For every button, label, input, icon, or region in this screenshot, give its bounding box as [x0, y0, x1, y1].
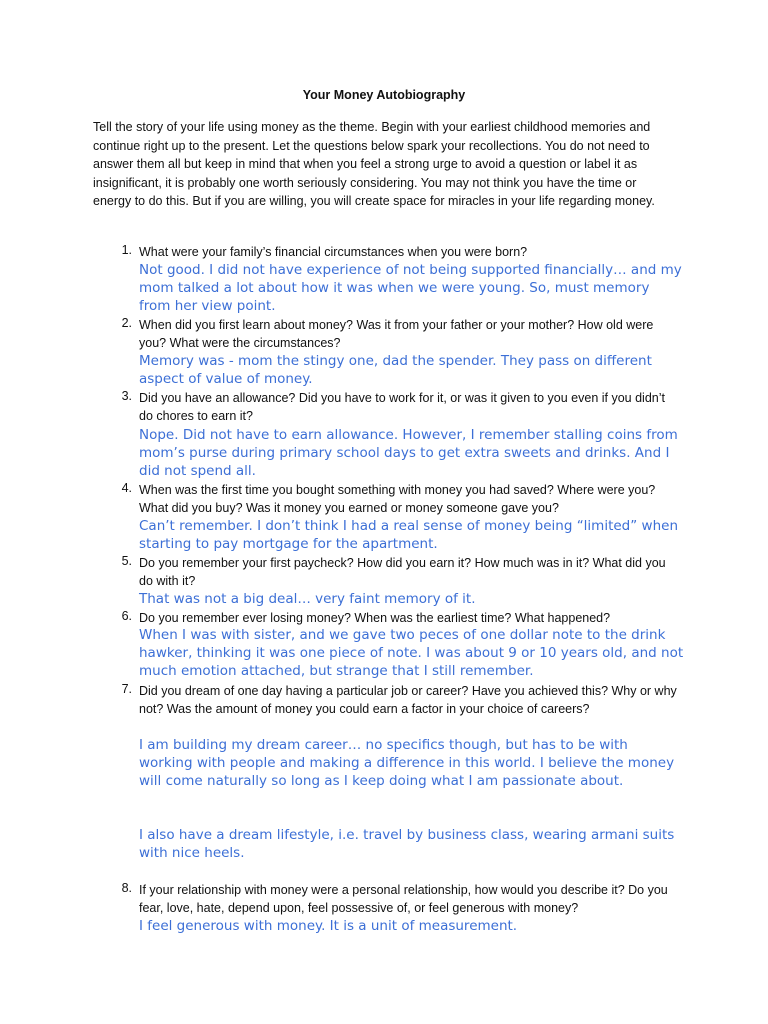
- question-text: Did you have an allowance? Did you have to work for it, or was it given to you even if you didn’t do chores to earn it?: [139, 391, 665, 423]
- item-number: 5.: [121, 554, 132, 568]
- question-text: Do you remember your first paycheck? How did you earn it? How much was in it? What did you do with it?: [139, 556, 666, 588]
- question-text: Do you remember ever losing money? When was the earliest time? What happened?: [139, 611, 611, 625]
- question-text: When was the first time you bought something with money you had saved? Where were you? What did you buy? Was it money you earned or money someone gave you?: [139, 483, 656, 515]
- answer-text: Not good. I did not have experience of not being supported financially… and my mom talked a lot about how it was when we were young. So, must memory from her view point.: [139, 262, 682, 314]
- answer-text: Can’t remember. I don’t think I had a real sense of money being “limited” when starting to pay mortgage for the apartment.: [139, 518, 678, 552]
- item-number: 6.: [121, 609, 132, 623]
- question-text: If your relationship with money were a personal relationship, how would you describe it? Do you fear, love, hate, depend upon, feel possessive of, or feel generous with money?: [139, 883, 668, 915]
- answer-text: I feel generous with money. It is a unit of measurement.: [139, 918, 518, 934]
- item-number: 2.: [121, 316, 132, 330]
- answer-text-extra: I also have a dream lifestyle, i.e. travel by business class, wearing armani suits with nice heels.: [139, 827, 675, 861]
- item-number: 4.: [121, 481, 132, 495]
- question-text: Did you dream of one day having a particular job or career? Have you achieved this? Why or why not? Was the amount of money you could earn a factor in your choice of careers?: [139, 684, 677, 716]
- item-number: 7.: [121, 682, 132, 696]
- answer-text: That was not a big deal… very faint memory of it.: [139, 591, 476, 607]
- item-number: 8.: [121, 881, 132, 895]
- answer-text: Memory was - mom the stingy one, dad the spender. They pass on different aspect of value of money.: [139, 353, 652, 387]
- question-text: When did you first learn about money? Was it from your father or your mother? How old were you? What were the circumstances?: [139, 318, 654, 350]
- answer-text: Nope. Did not have to earn allowance. However, I remember stalling coins from mom’s purse during primary school days to get extra sweets and drinks. And I did not spend all.: [139, 427, 678, 479]
- intro-paragraph: Tell the story of your life using money as the theme. Begin with your earliest childhood memories and continue right up to the present. Let the questions below spark your recollections. You do not need to answer them all but keep in mind that when you feel a strong urge to avoid a question or label it as insignificant, it is probably one worth seriously considering. You may not think you have the time or energy to do this. But if you are willing, you will create space for miracles in your life regarding money.: [93, 120, 655, 209]
- answer-text: When I was with sister, and we gave two peces of one dollar note to the drink hawker, thinking it was one piece of note. I was about 9 or 10 years old, and not much emotion attached, but strange that I still remember.: [139, 627, 684, 679]
- question-text: What were your family’s financial circumstances when you were born?: [139, 245, 528, 259]
- answer-text: I am building my dream career… no specifics though, but has to be with working with people and making a difference in this world. I believe the money will come naturally so long as I keep doing what I am passionate about.: [139, 737, 675, 789]
- item-number: 1.: [121, 243, 132, 257]
- document-title: Your Money Autobiography: [302, 88, 466, 102]
- item-number: 3.: [121, 389, 132, 403]
